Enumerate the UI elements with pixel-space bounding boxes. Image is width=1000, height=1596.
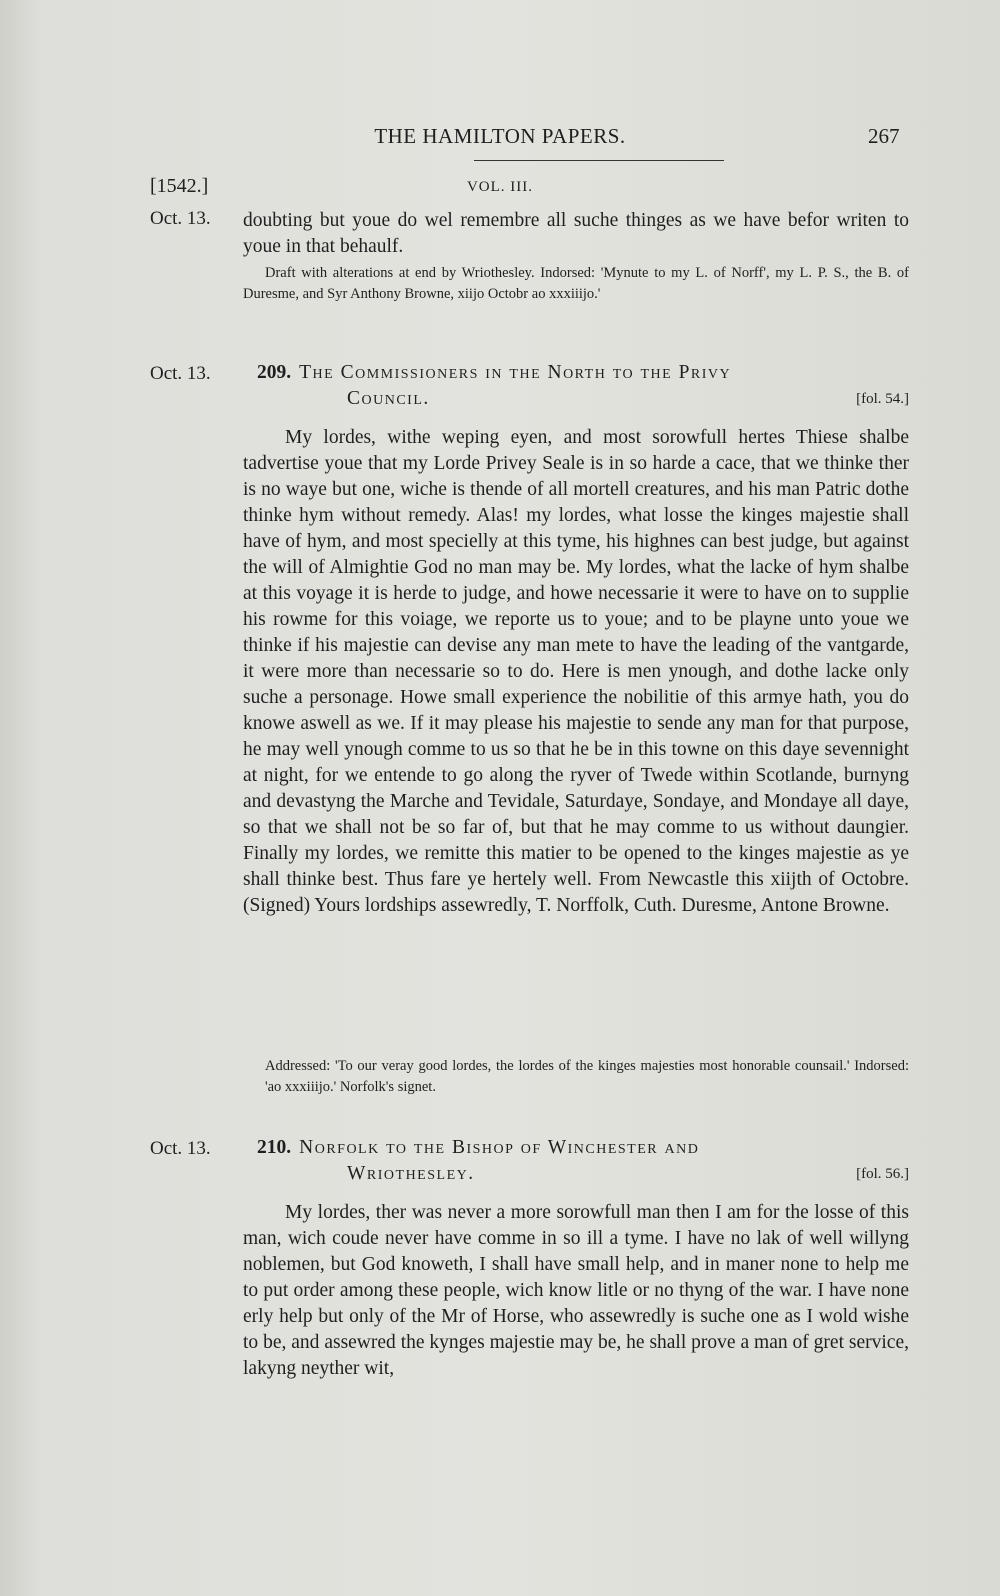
continuation-text [243,208,909,260]
section-heading [257,1135,909,1187]
section-number: 209. [257,362,292,383]
margin-date: Oct. 13. [150,208,211,229]
continuation-note: Draft with alterations at end by Wriothesley. Indorsed: 'Mynute to my L. of Norff', my L. P. S., the B. of Duresme, and Syr Anthony Browne, xiijo Octobr ao xxxiiijo.' [243,265,909,302]
letter-paragraph: My lordes, withe weping eyen, and most sorowfull hertes Thiese shalbe tadvertise youe that my Lorde Privey Seale is in so harde a cace, that we thinke ther is no waye but one, wiche is thende of all mortell creatures, and his man Patric dothe thinke hym without remedy. Alas! my lordes, what losse the kinges majestie shall have of hym, and most specielly at this tyme, his highnes can best judge, but against the will of Almightie God no man may be. My lordes, what the lacke of hym shalbe at this voyage it is herde to judge, and howe necessarie it were to have on to supplie his rowme for this voiage, we reporte us to youe; and to be playne unto youe we thinke if his majestie can devise any man mete to have the leading of the vantgarde, it were more than necessarie so to do. Here is men ynough, and dothe lacke only suche a personage. Howe small experience the nobilitie of this armye hath, you do knowe aswell as we. If it may please his majestie to sende any man for that purpose, he may well ynough comme to us so that he be in this towne on this daye sevennight at night, for we entende to go along the ryver of Twede within Scotlande, burnyng and devastyng the Marche and Tevidale, Saturdaye, Sondaye, and Mondaye all daye, so that we shall not be so far of, but that he may comme to us without daungier. Finally my lordes, we remitte this matier to be opened to the kinges majestie as ye shall thinke best. Thus fare ye hertely well. From Newcastle this xiijth of Octobre. (Signed) Yours lordships assewredly, T. Norffolk, Cuth. Duresme, Antone Browne. [243,427,909,916]
section-heading [257,360,909,412]
letter-body [243,425,909,919]
section-date: Oct. 13. [150,1138,211,1159]
folio-reference: [fol. 54.] [856,391,909,407]
section-title-line1: Norfolk to the Bishop of Winchester and [299,1137,700,1158]
folio-reference: [fol. 56.] [856,1166,909,1182]
section-title-line2: Wriothesley. [347,1163,475,1184]
letter-body [243,1200,909,1382]
letter-note: Addressed: 'To our veray good lordes, the lordes of the kinges majesties most honorable counsail.' Indorsed: 'ao xxxiiijo.' Norfolk's signet. [265,1058,909,1095]
margin-year: [1542.] [150,175,209,197]
section-title-line2: Council. [347,388,430,409]
section-number: 210. [257,1137,292,1158]
letter-paragraph: My lordes, ther was never a more sorowfull man then I am for the losse of this man, wich coude never have comme in so ill a tyme. I have no lak of well willyng noblemen, but God knoweth, I shall have small help, and in maner none to help me to put order among these people, wich know litle or no thyng of the war. I have none erly help but only of the Mr of Horse, who assewredly is suche one as I wold wishe to be, and assewred the kynges majestie may be, he shall prove a man of gret service, lakyng neyther wit, [243,1202,909,1379]
header-rule [474,160,724,161]
page-number: 267 [868,124,900,148]
section-title-line1: The Commissioners in the North to the Privy [299,362,732,383]
volume-label: VOL. III. [466,179,534,195]
running-title: THE HAMILTON PAPERS. [374,124,626,148]
continuation-paragraph: doubting but youe do wel remembre all suche thinges as we have befor writen to youe in that behaulf. [243,210,909,257]
section-date: Oct. 13. [150,363,211,384]
